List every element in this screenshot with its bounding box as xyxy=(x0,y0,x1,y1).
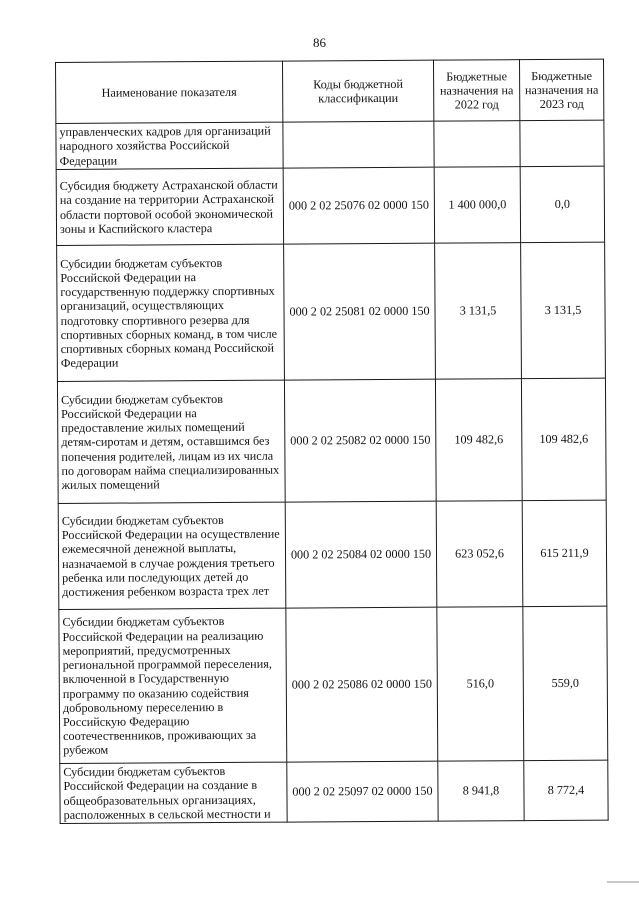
row-value-2022: 8 941,8 xyxy=(438,761,524,822)
row-name: Субсидии бюджетам субъектов Российской Федерации на реализацию мероприятий, предусмотренных региональной программой переселения, включенной в Государственную программу по оказанию содействия добровольному переселению в Российскую Федерацию соотечественников, проживающих за рубежом xyxy=(59,608,287,763)
page-number: 86 xyxy=(313,35,326,50)
row-value-2022: 3 131,5 xyxy=(435,243,522,380)
row-value-2023: 0,0 xyxy=(520,166,604,243)
row-value-2023: 615 211,9 xyxy=(522,500,607,607)
table-row xyxy=(59,606,608,763)
row-value-2022: 1 400 000,0 xyxy=(434,167,520,244)
row-code: 000 2 02 25076 02 0000 150 xyxy=(283,167,434,244)
row-value-2023: 3 131,5 xyxy=(521,242,606,379)
row-name: Субсидии бюджетам субъектов Российской Федерации на создание в общеобразовательных организациях, расположенных в сельской местности и xyxy=(60,762,287,823)
row-value-2022: 516,0 xyxy=(437,607,524,762)
row-value-2023: 8 772,4 xyxy=(524,760,608,821)
row-code: 000 2 02 25086 02 0000 150 xyxy=(286,607,438,762)
budget-table xyxy=(55,59,609,824)
row-value-2023 xyxy=(520,120,604,167)
row-name: Субсидии бюджетам субъектов Российской Федерации на осуществление ежемесячной денежной выплаты, назначаемой в случае рождения третьего ребенка или последующих детей до достижения ребенком возраста трех лет xyxy=(58,502,286,609)
row-name: Субсидия бюджету Астраханской области на создание на территории Астраханской области портовой особой экономической зоны и Каспийского кластера xyxy=(56,168,283,245)
header-name: Наименование показателя xyxy=(56,61,283,123)
table-row xyxy=(60,760,608,823)
table-row xyxy=(57,378,606,503)
table-row xyxy=(58,500,607,609)
header-2023: Бюджетные назначения на 2023 год xyxy=(519,59,603,121)
table-row xyxy=(56,166,604,245)
row-name: Субсидии бюджетам субъектов Российской Федерации на предоставление жилых помещений детям-сиротам и детям, оставшимся без попечения родителей, лицам из их числа по договорам найма специализированных жилых помещений xyxy=(57,380,285,503)
row-code: 000 2 02 25081 02 0000 150 xyxy=(284,243,436,380)
header-code: Коды бюджетной классификации xyxy=(282,60,433,122)
scan-edge-mark xyxy=(607,881,639,883)
row-name: Субсидии бюджетам субъектов Российской Федерации на государственную поддержку спортивных организаций, осуществляющих подготовку спортивного резерва для спортивных сборных команд, в том числе спортивных сборных команд Российской Федерации xyxy=(57,244,285,381)
row-value-2023: 109 482,6 xyxy=(521,378,606,501)
header-2022: Бюджетные назначения на 2022 год xyxy=(433,60,519,122)
row-value-2022: 623 052,6 xyxy=(436,501,523,608)
row-code xyxy=(283,121,434,168)
row-value-2022: 109 482,6 xyxy=(435,379,522,502)
row-code: 000 2 02 25082 02 0000 150 xyxy=(284,379,436,502)
table-row xyxy=(56,120,604,169)
row-code: 000 2 02 25097 02 0000 150 xyxy=(287,761,438,822)
table-header-row xyxy=(56,59,604,123)
row-value-2023: 559,0 xyxy=(523,606,608,761)
row-code: 000 2 02 25084 02 0000 150 xyxy=(285,501,437,608)
row-value-2022 xyxy=(434,121,520,168)
row-name: управленческих кадров для организаций народного хозяйства Российской Федерации xyxy=(56,122,283,169)
table-row xyxy=(57,242,606,381)
